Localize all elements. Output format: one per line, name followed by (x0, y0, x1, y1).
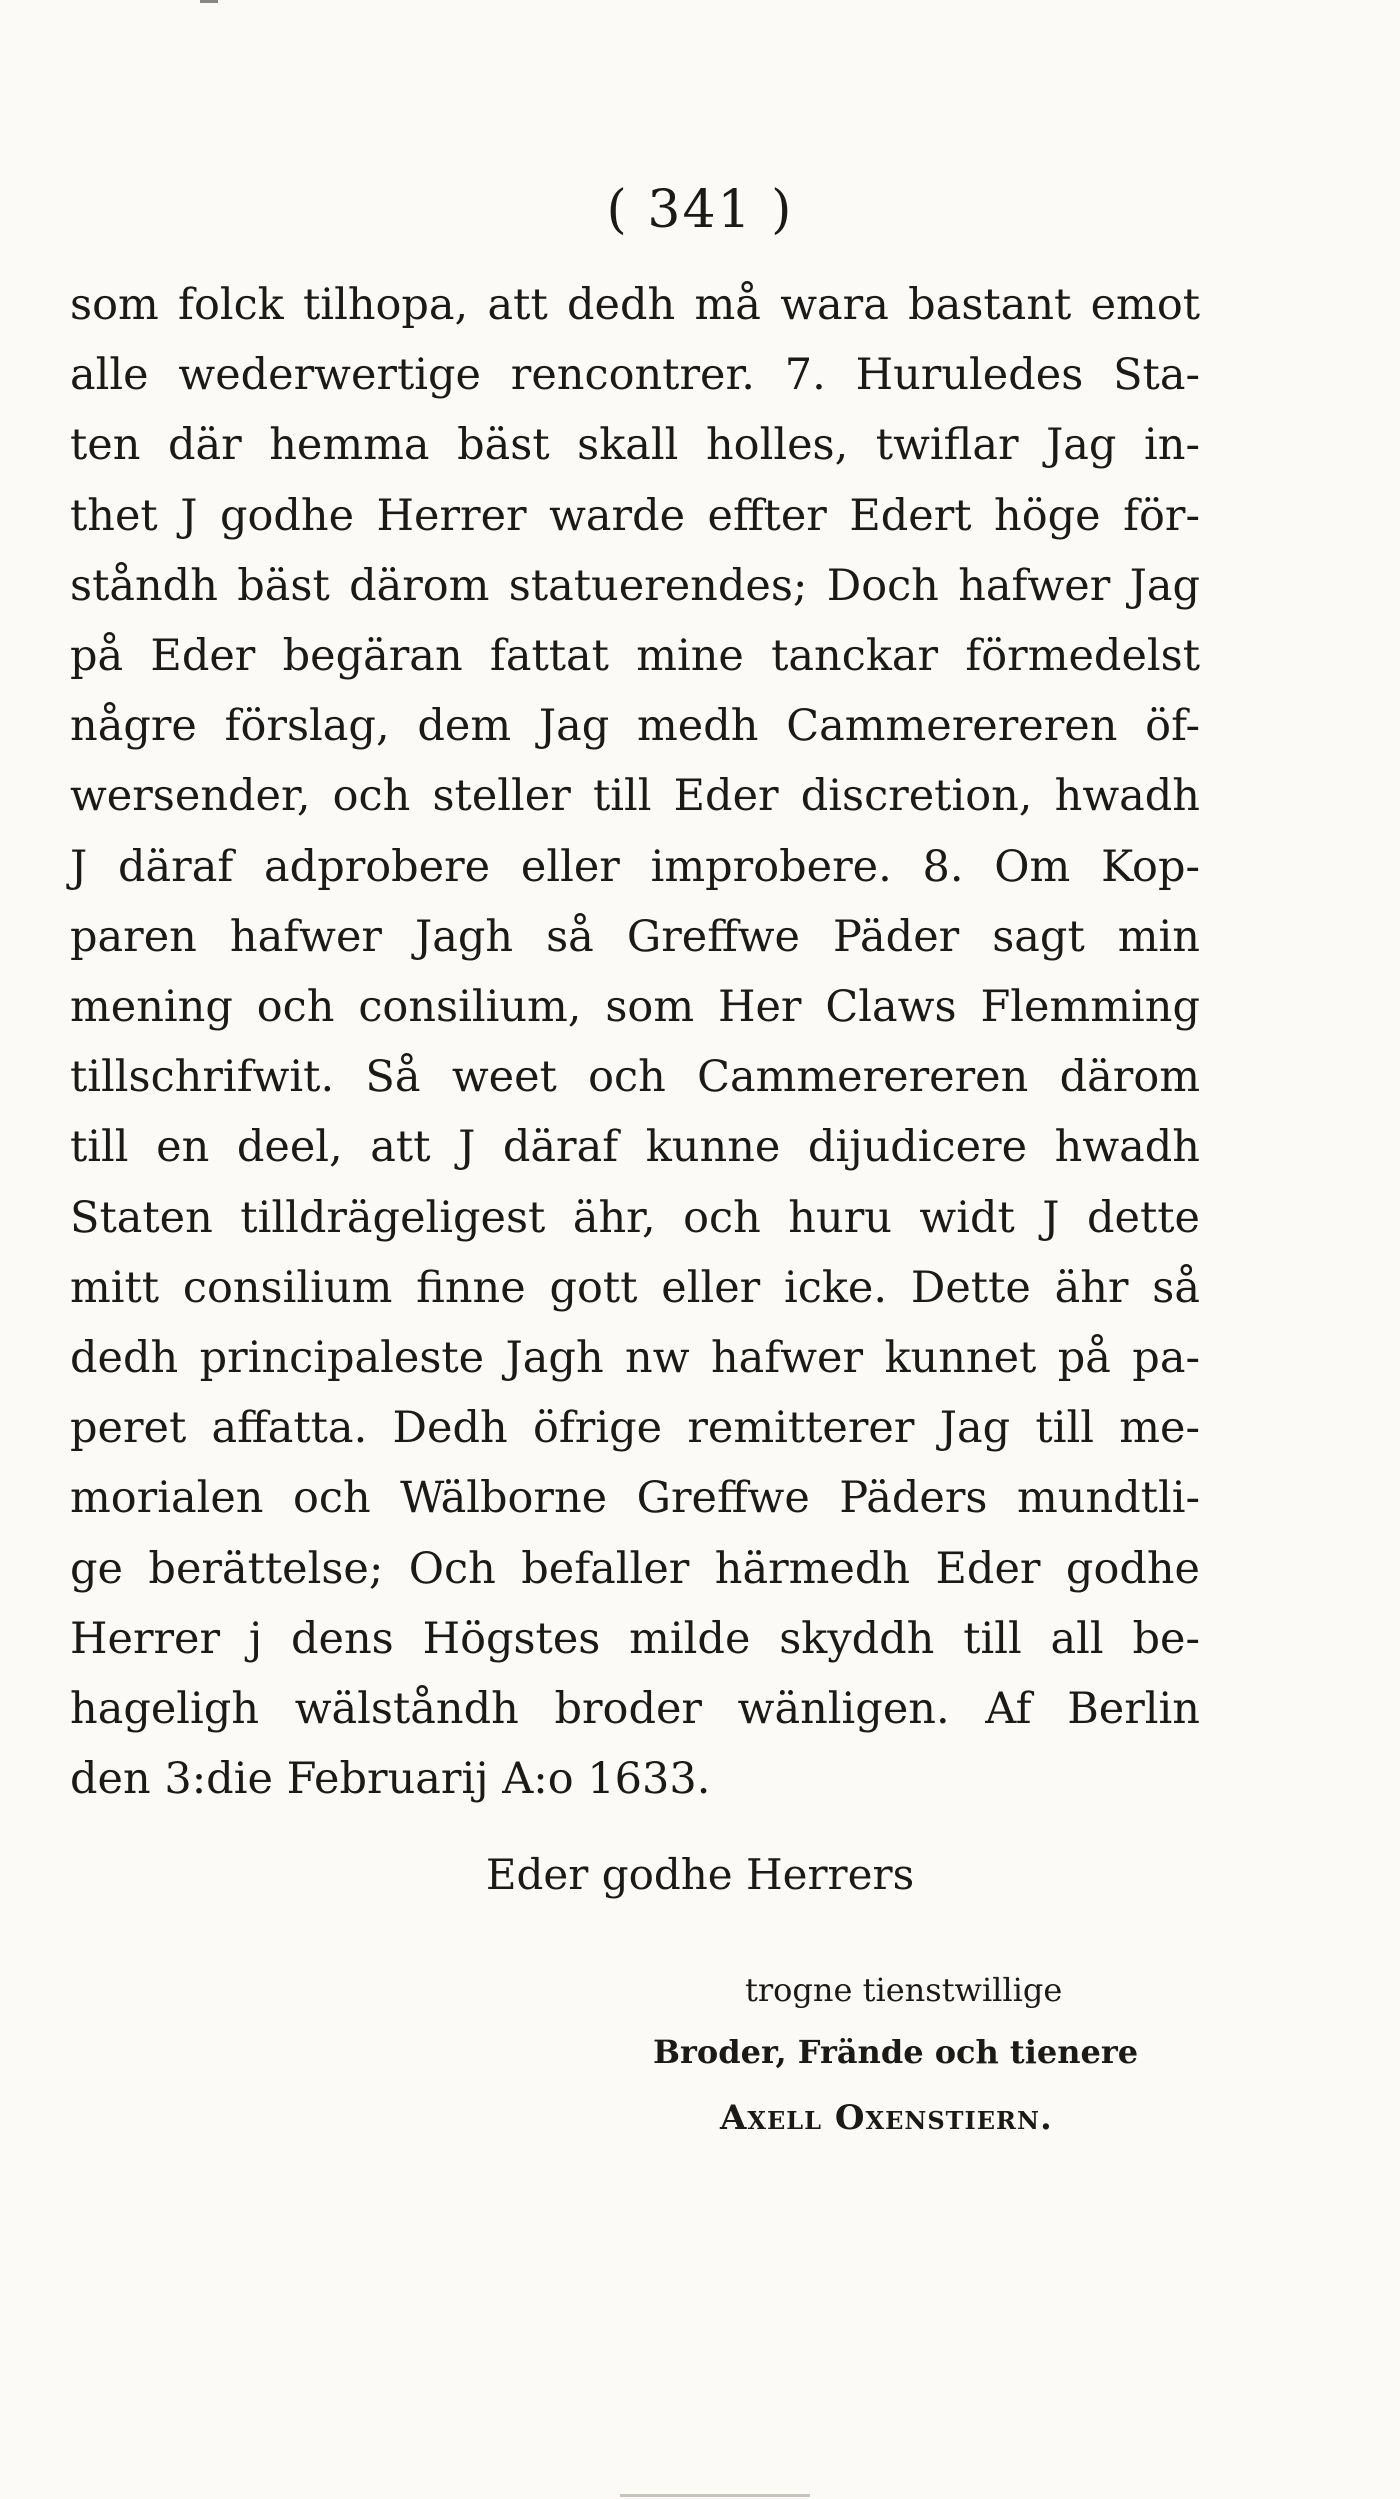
text-line: morialen och Wälborne Greffwe Päders mundtli- (70, 1473, 1200, 1524)
text-line: alle wederwertige rencontrer. 7. Huruledes Sta- (70, 350, 1200, 401)
text-line: som folck tilhopa, att dedh må wara bastant emot (70, 280, 1200, 330)
text-line: ståndh bäst därom statuerendes; Doch hafwer Jag (70, 560, 1200, 611)
text-line: mening och consilium, som Her Claws Flemming (70, 982, 1200, 1033)
text-line: ten där hemma bäst skall holles, twiflar Jag in- (70, 420, 1200, 471)
letter-body (70, 270, 1200, 1814)
text-line: tillschrifwit. Så weet och Cammerereren därom (70, 1052, 1200, 1103)
text-line: wersender, och steller till Eder discretion, hwadh (70, 771, 1200, 822)
signature-line-2: Broder, Frände och tienere (653, 2033, 1139, 2071)
text-line: peret affatta. Dedh öfrige remitterer Jag till me- (70, 1403, 1200, 1454)
page-number: ( 341 ) (606, 180, 794, 240)
signature-name: Axell Oxenstiern. (720, 2098, 1053, 2138)
text-line: dedh principaleste Jagh nw hafwer kunnet på pa- (70, 1333, 1200, 1384)
text-line: på Eder begäran fattat mine tanckar förmedelst (70, 631, 1200, 682)
text-line: till en deel, att J däraf kunne dijudicere hwadh (70, 1122, 1200, 1173)
text-line: paren hafwer Jagh så Greffwe Päder sagt min (70, 911, 1200, 962)
text-line: Herrer j dens Högstes milde skyddh till all be- (70, 1613, 1200, 1664)
closing-salutation: Eder godhe Herrers (485, 1850, 915, 1899)
signature-block (615, 1960, 1215, 2152)
signature-line-1: trogne tienstwillige (745, 1971, 1063, 2009)
text-line: ge berättelse; Och befaller härmedh Eder godhe (70, 1543, 1200, 1594)
text-line: Staten tilldrägeligest ähr, och huru widt J dette (70, 1192, 1200, 1243)
text-line: mitt consilium finne gott eller icke. Dette ähr så (70, 1262, 1200, 1313)
text-line: J däraf adprobere eller improbere. 8. Om Kop- (70, 841, 1200, 892)
top-edge-mark (200, 0, 218, 3)
bottom-edge-rule (620, 2494, 810, 2497)
text-line-last: den 3:die Februarij A:o 1633. (70, 1754, 711, 1805)
text-line: hageligh wälståndh broder wänligen. Af Berlin (70, 1684, 1200, 1735)
text-line: någre förslag, dem Jag medh Cammerereren öf- (70, 701, 1200, 752)
text-line: thet J godhe Herrer warde effter Edert höge för- (70, 490, 1200, 541)
